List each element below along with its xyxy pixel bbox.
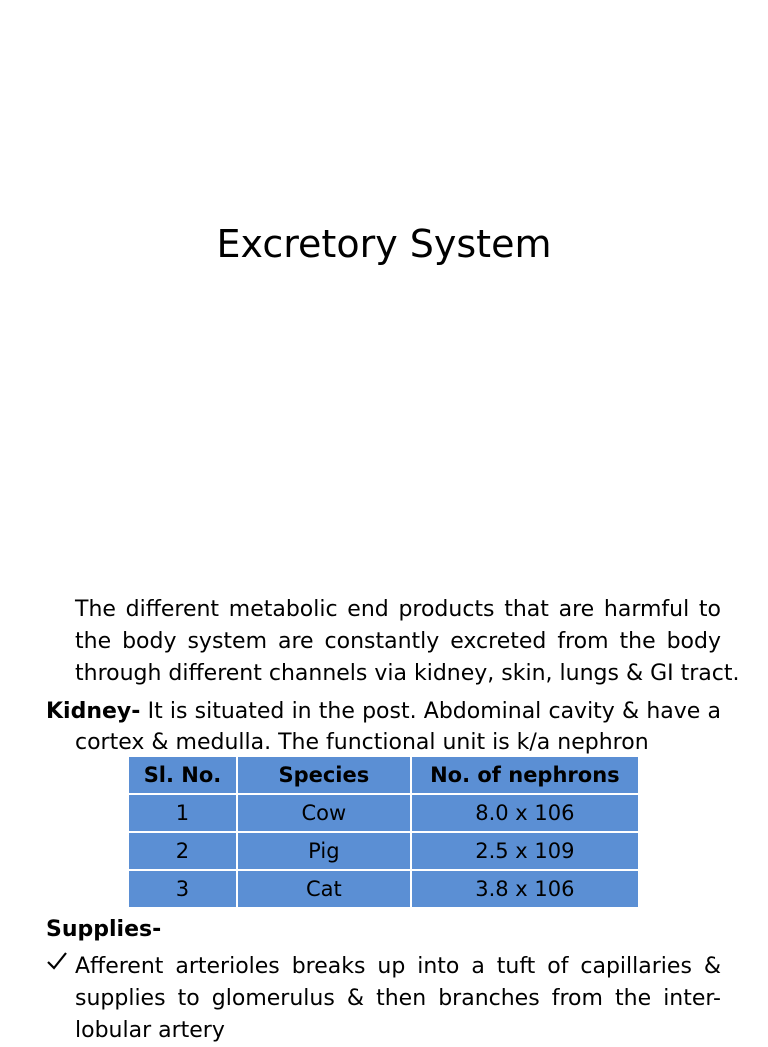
nephron-table	[127, 755, 640, 909]
intro-line-3: through different channels via kidney, skin, lungs & GI tract.	[75, 661, 740, 686]
header-sl-no: Sl. No.	[128, 756, 237, 794]
supplies-label: Supplies-	[46, 917, 162, 942]
table-cell: 2.5 x 109	[411, 832, 639, 870]
table-header-row	[128, 756, 639, 794]
kidney-text-1: It is situated in the post. Abdominal cavity & have a	[140, 699, 721, 724]
table-cell: Pig	[237, 832, 411, 870]
kidney-line-2: cortex & medulla. The functional unit is k/a nephron	[75, 730, 649, 755]
header-nephrons: No. of nephrons	[411, 756, 639, 794]
supplies-line-3: lobular artery	[75, 1018, 225, 1043]
table-cell: 3.8 x 106	[411, 870, 639, 908]
table-cell: 3	[128, 870, 237, 908]
header-species: Species	[237, 756, 411, 794]
slide-title: Excretory System	[216, 222, 552, 266]
table-cell: Cat	[237, 870, 411, 908]
table-row	[128, 794, 639, 832]
table-row	[128, 832, 639, 870]
table-row	[128, 870, 639, 908]
check-icon	[46, 950, 68, 972]
intro-line-1: The different metabolic end products that are harmful to	[75, 597, 721, 622]
kidney-label: Kidney-	[46, 699, 141, 724]
supplies-line-1: Afferent arterioles breaks up into a tuft of capillaries &	[75, 954, 721, 979]
supplies-line-2: supplies to glomerulus & then branches from the inter-	[75, 986, 721, 1011]
table-cell: Cow	[237, 794, 411, 832]
kidney-line-1	[46, 696, 721, 728]
table-cell: 8.0 x 106	[411, 794, 639, 832]
table-cell: 1	[128, 794, 237, 832]
intro-line-2: the body system are constantly excreted from the body	[75, 629, 721, 654]
table-cell: 2	[128, 832, 237, 870]
